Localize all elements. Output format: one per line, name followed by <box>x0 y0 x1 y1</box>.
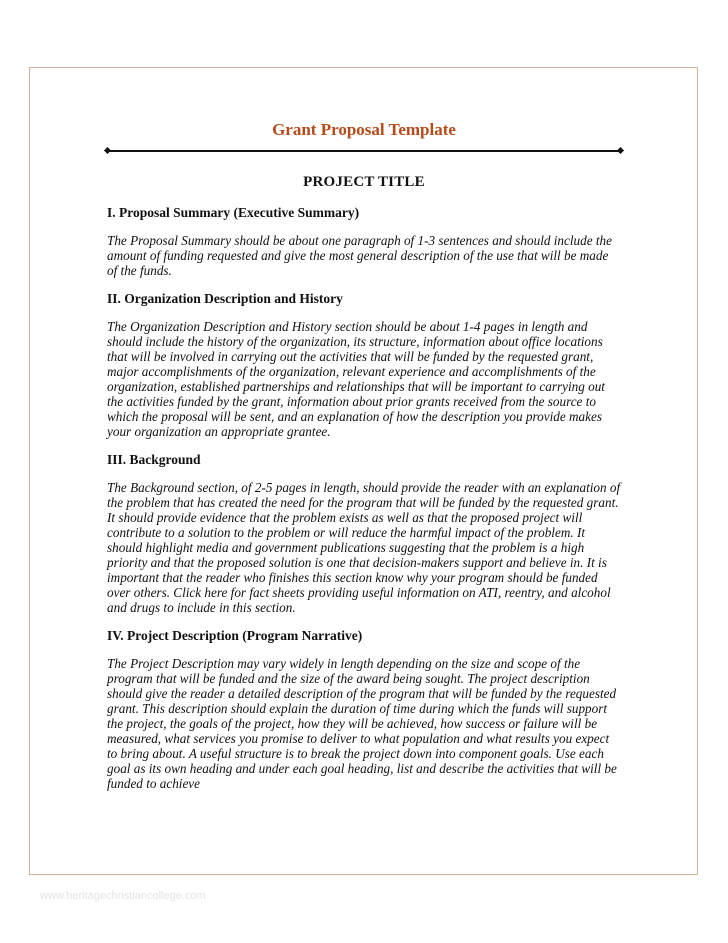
project-title: PROJECT TITLE <box>303 174 425 190</box>
section-heading: III. Background <box>107 452 201 467</box>
section-body: The Organization Description and History section should be about 1-4 pages in length and should include the history of the organization, its structure, information about office locations that will be involved in carrying out the activities that will be funded by the requested grant, major accomplishments of the organization, relevant experience and accomplishments of the organization, established partnerships and relationships that will be important to carrying out the activities funded by the grant, information about prior grants received from the source to which the proposal will be sent, and an explanation of how the description you provide makes your organization an appropriate grantee. <box>107 319 605 439</box>
watermark: www.heritagechristiancollege.com <box>40 890 206 902</box>
section-project-description <box>107 627 621 791</box>
section-body: The Background section, of 2-5 pages in length, should provide the reader with an explanation of the problem that has created the need for the program that will be funded by the requested grant. It should provide evidence that the problem exists as well as that the proposed project will contribute to a solution to the problem or will reduce the harmful impact of the problem. It should highlight media and government publications suggesting that the problem is a high priority and that the proposed solution is one that decision-makers support and believe in. It is important that the reader who finishes this section know why your program should be funded over others. Click here for fact sheets providing useful information on ATI, reentry, and alcohol and drugs to include in this section. <box>107 480 621 615</box>
section-heading: II. Organization Description and History <box>107 291 343 306</box>
section-body: The Proposal Summary should be about one paragraph of 1-3 sentences and should include the amount of funding requested and give the most general description of the use that will be made of the funds. <box>107 233 612 278</box>
section-heading: IV. Project Description (Program Narrative) <box>107 628 363 643</box>
section-proposal-summary <box>107 204 621 278</box>
section-body: The Project Description may vary widely in length depending on the size and scope of the program that will be funded and the size of the award being sought. The project description should give the reader a detailed description of the program that will be funded by the requested grant. This description should explain the duration of time during which the funds will support the project, the goals of the project, how they will be achieved, how success or failure will be measured, what services you promise to deliver to what population and what results you expect to bring about. A useful structure is to break the project down into component goals. Use each goal as its own heading and under each goal heading, list and describe the activities that will be funded to achieve <box>107 656 617 791</box>
document-content <box>107 118 621 791</box>
section-background <box>107 451 621 615</box>
section-organization-description <box>107 290 621 439</box>
title-divider <box>107 150 621 152</box>
section-heading: I. Proposal Summary (Executive Summary) <box>107 205 360 220</box>
document-title: Grant Proposal Template <box>272 120 456 139</box>
